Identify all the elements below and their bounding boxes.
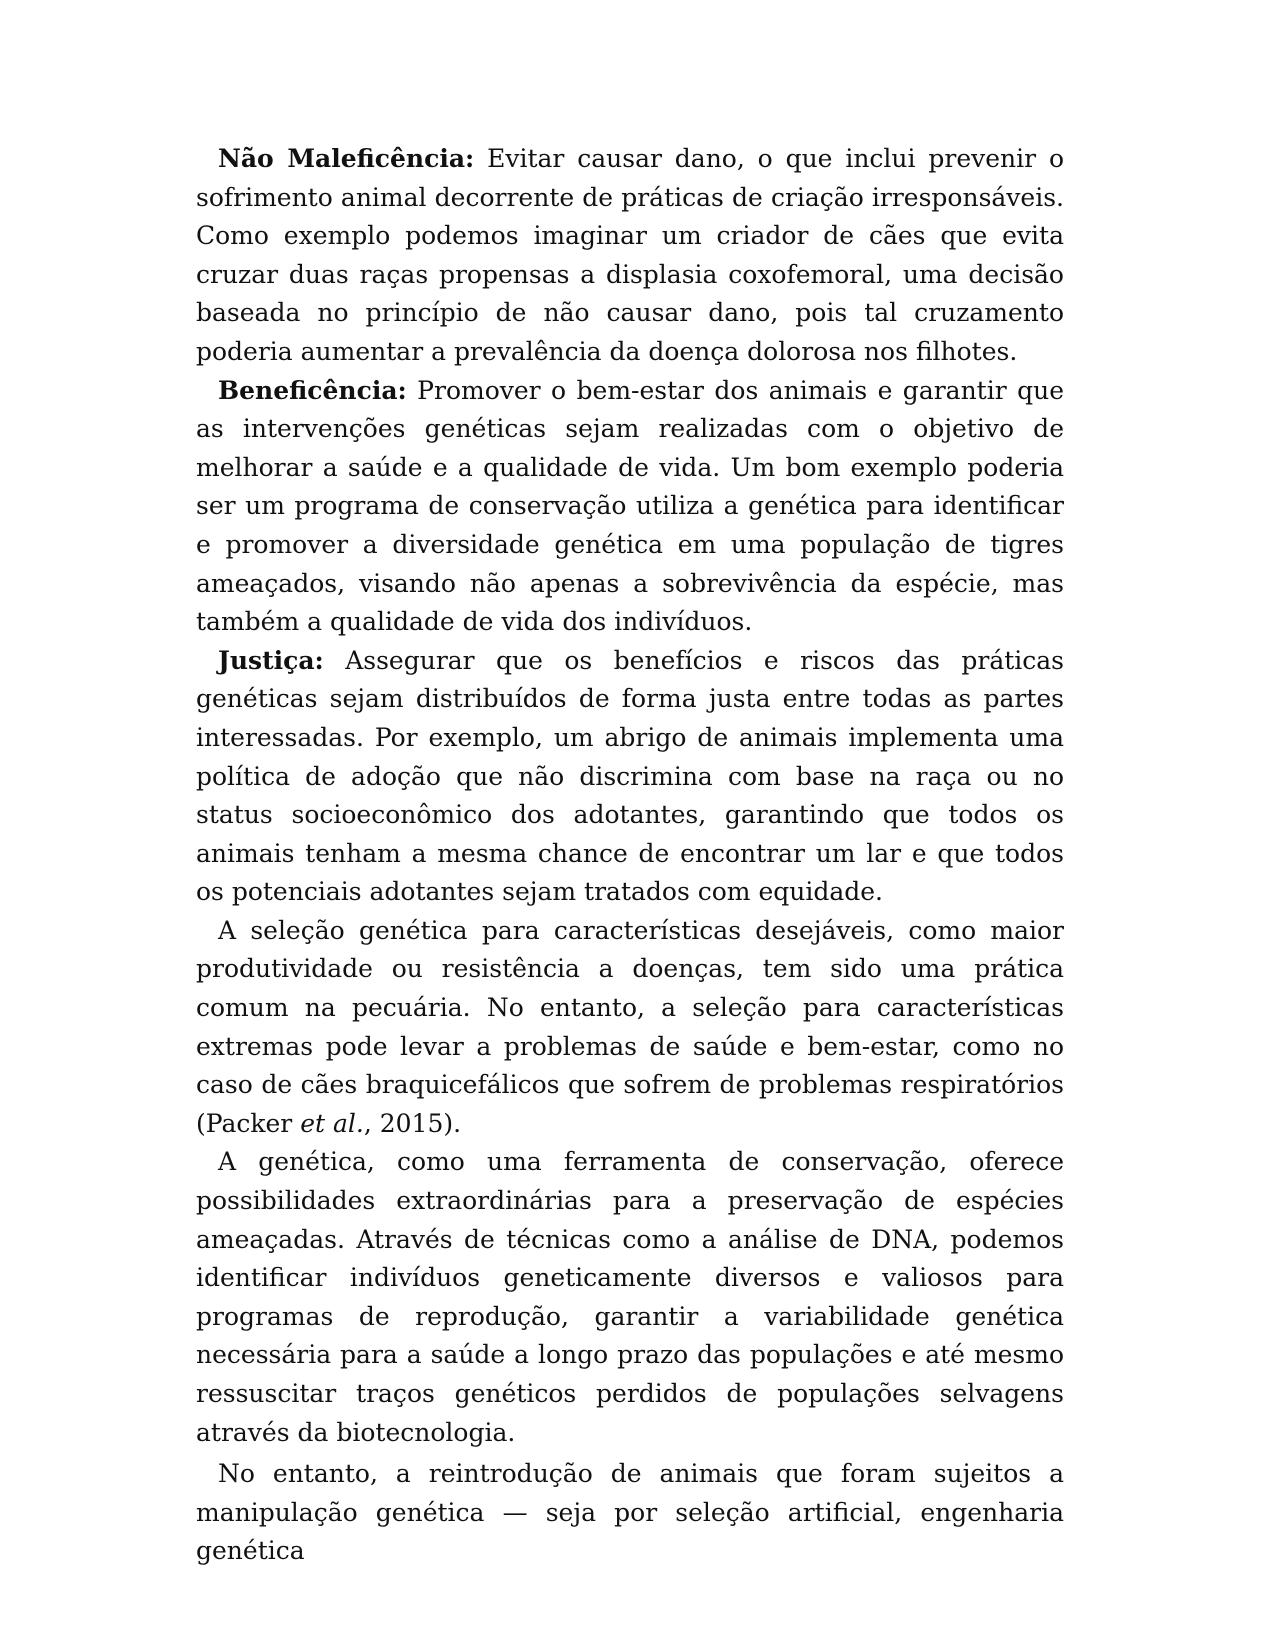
paragraph-reintroducao: [196, 1455, 1064, 1571]
paragraph-beneficencia-text: Promover o bem-estar dos animais e garantir que as intervenções genéticas sejam realizadas com o objetivo de melhorar a saúde e a qualidade de vida. Um bom exemplo poderia ser um programa de conservação utiliza a genética para identificar e promover a diversidade genética em uma população de tigres ameaçados, visando não apenas a sobrevivência da espécie, mas também a qualidade de vida dos indivíduos.: [196, 375, 1064, 637]
page-body: [196, 140, 1064, 1571]
citation-year: , 2015).: [363, 1108, 462, 1138]
term-nao-maleficencia: Não Maleficência:: [218, 144, 475, 173]
paragraph-nao-maleficencia-text: Evitar causar dano, o que inclui prevenir o sofrimento animal decorrente de práticas de criação irresponsáveis. Como exemplo podemos imaginar um criador de cães que evita cruzar duas raças propensas a displasia coxofemoral, uma decisão baseada no princípio de não causar dano, pois tal cruzamento poderia aumentar a prevalência da doença dolorosa nos filhotes.: [196, 144, 1064, 366]
paragraph-selecao-text: A seleção genética para características desejáveis, como maior produtividade ou resistência a doenças, tem sido uma prática comum na pecuária. No entanto, a seleção para características extremas pode levar a problemas de saúde e bem-estar, como no caso de cães braquicefálicos que sofrem de problemas respiratórios (Packer: [196, 915, 1064, 1138]
paragraph-conservacao: [196, 1143, 1064, 1452]
term-beneficencia: Beneficência:: [218, 375, 407, 405]
paragraph-justica-text: Assegurar que os benefícios e riscos das práticas genéticas sejam distribuídos de forma justa entre todas as partes interessadas. Por exemplo, um abrigo de animais implementa uma política de adoção que não discrimina com base na raça ou no status socioeconômico dos adotantes, garantindo que todos os animais tenham a mesma chance de encontrar um lar e que todos os potenciais adotantes sejam tratados com equidade.: [196, 645, 1064, 907]
paragraph-conservacao-text: A genética, como uma ferramenta de conservação, oferece possibilidades extraordinárias para a preservação de espécies ameaçadas. Através de técnicas como a análise de DNA, podemos identificar indivíduos geneticamente diversos e valiosos para programas de reprodução, garantir a variabilidade genética necessária para a saúde a longo prazo das populações e até mesmo ressuscitar traços genéticos perdidos de populações selvagens através da biotecnologia.: [196, 1147, 1064, 1447]
term-justica: Justiça:: [218, 645, 324, 675]
paragraph-beneficencia: [196, 372, 1064, 642]
paragraph-nao-maleficencia: [196, 140, 1064, 372]
paragraph-reintroducao-text: No entanto, a reintrodução de animais que foram sujeitos a manipulação genética — seja por seleção artificial, engenharia genética: [196, 1459, 1064, 1566]
citation-et-al: et al.: [300, 1108, 364, 1138]
paragraph-justica: [196, 642, 1064, 912]
paragraph-selecao: [196, 912, 1064, 1144]
